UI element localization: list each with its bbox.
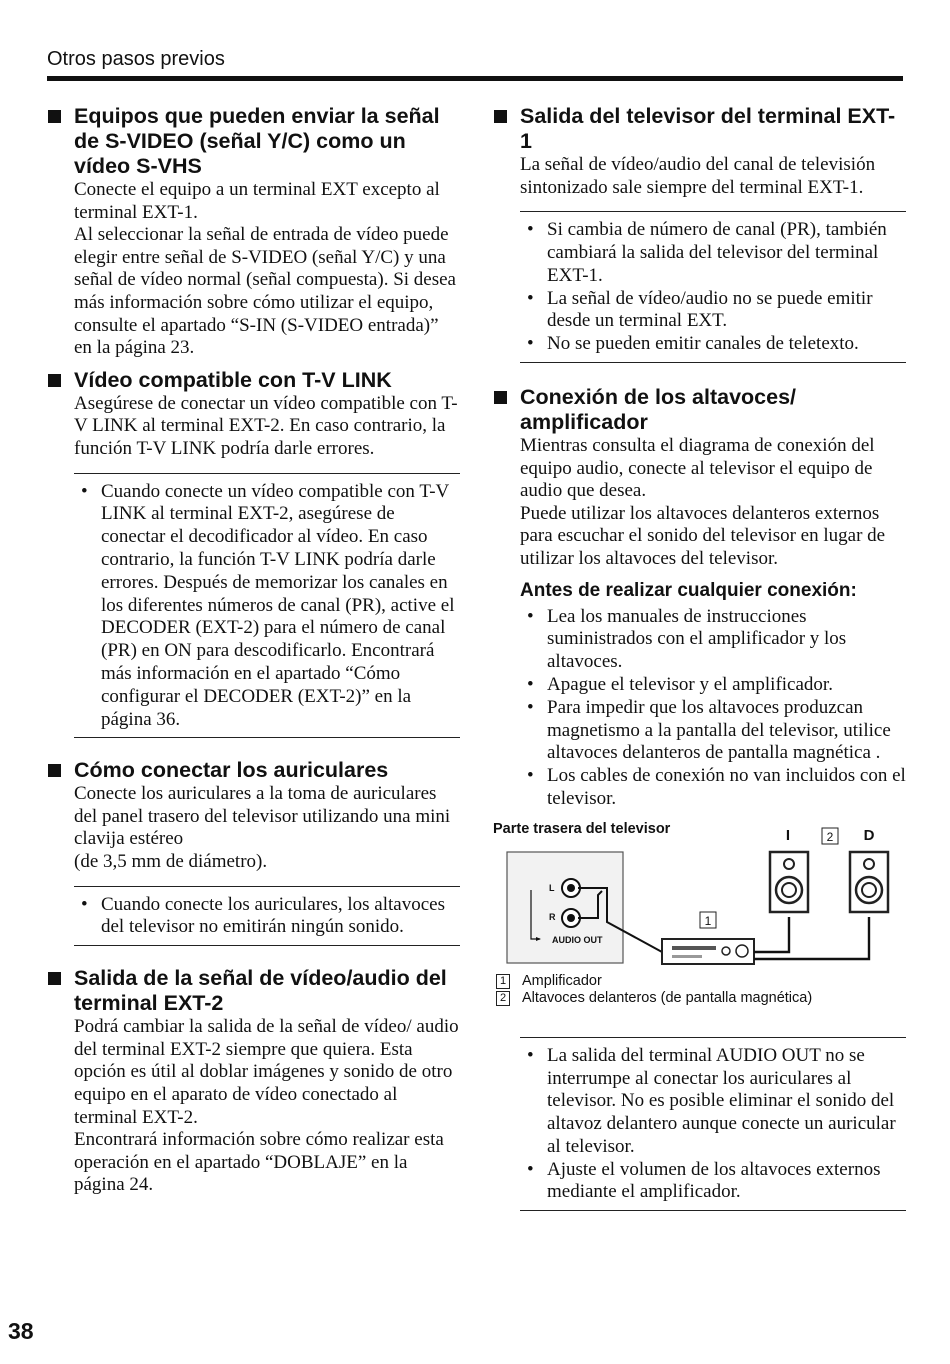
note-item: • Cuando conecte los auriculares, los altavoces del televisor no emitirán ningún sonido. bbox=[81, 893, 445, 938]
number-badge-1 bbox=[700, 912, 716, 928]
section-ext2 bbox=[46, 966, 460, 1197]
note-box bbox=[74, 473, 460, 739]
section-heading: Salida del televisor del terminal EXT-1 bbox=[492, 104, 906, 154]
note-box bbox=[74, 886, 460, 947]
speaker-left-icon bbox=[770, 852, 808, 912]
bullet-square-icon bbox=[494, 391, 507, 404]
right-column bbox=[492, 104, 906, 1211]
connection-diagram-svg bbox=[492, 821, 906, 989]
list-item: • Lea los manuales de instrucciones suministrados con el amplificador y los altavoces. bbox=[527, 605, 847, 673]
section-body: Asegúrese de conectar un vídeo compatible con T-V LINK al terminal EXT-2. En caso contrario, la función T-V LINK podría darle errores. bbox=[74, 392, 458, 459]
diagram-legend bbox=[492, 973, 906, 1007]
section-body: Conecte el equipo a un terminal EXT excepto al terminal EXT-1. Al seleccionar la señal de entrada de vídeo puede elegir entre señal de S-VIDEO (señal Y/C) y una señal de vídeo normal (señal compuesta). Si desea más información sobre cómo utilizar el equipo, consulte el apartado “S-IN (S-VIDEO entrada)” en la página 23. bbox=[74, 179, 456, 359]
section-heading: Equipos que pueden enviar la señal de S-VIDEO (señal Y/C) como un vídeo S-VHS bbox=[46, 104, 460, 179]
svg-text:2: 2 bbox=[826, 829, 834, 844]
section-body: Conecte los auriculares a la toma de auriculares del panel trasero del televisor utilizando una mini clavija estéreo (de 3,5 mm de diámetro). bbox=[74, 783, 451, 873]
list-item: • Para impedir que los altavoces produzcan magnetismo a la pantalla del televisor, utilice altavoces delanteros de pantalla magnética . bbox=[527, 696, 891, 764]
note-item: • La señal de vídeo/audio no se puede emitir desde un terminal EXT. bbox=[527, 287, 873, 332]
bullet-square-icon bbox=[48, 764, 61, 777]
note-box bbox=[520, 211, 906, 363]
note-item: • Ajuste el volumen de los altavoces externos mediante el amplificador. bbox=[527, 1158, 881, 1203]
svg-text:1: 1 bbox=[704, 913, 712, 928]
list-item: • Los cables de conexión no van incluidos con el televisor. bbox=[527, 765, 906, 809]
section-body: Mientras consulta el diagrama de conexión del equipo audio, conecte al televisor el equipo de audio que desea. Puede utilizar los altavoces delanteros externos para escuchar el sonido del televisor en lugar de utilizar los altavoces del televisor. bbox=[520, 434, 886, 569]
bullet-square-icon bbox=[48, 972, 61, 985]
amplifier-icon bbox=[662, 939, 754, 964]
section-heading: Conexión de los altavoces/ amplificador bbox=[492, 385, 906, 435]
speaker-right-label: D bbox=[863, 826, 875, 844]
speaker-left-label: I bbox=[785, 826, 791, 844]
header-rule bbox=[47, 76, 903, 81]
section-tvlink bbox=[46, 368, 460, 739]
number-badge-2 bbox=[822, 828, 838, 844]
left-column bbox=[46, 104, 460, 1197]
legend-item: 2 Altavoces delanteros (de pantalla magnética) bbox=[492, 990, 906, 1007]
subheading: Antes de realizar cualquier conexión: bbox=[520, 579, 857, 601]
note-item: • Cuando conecte un vídeo compatible con T-V LINK al terminal EXT-2, asegúrese de conectar el decodificador al vídeo. En caso contrario, la función T-V LINK podría darle errores. Después de memorizar los canales en los diferentes números de canal (PR), active el DECODER (EXT-2) para el número de canal (PR) en ON para descodificarlo. Encontrará más información en el apartado “Cómo configurar el DECODER (EXT-2)” en la página 36. bbox=[81, 480, 455, 730]
speaker-right-icon bbox=[850, 852, 888, 912]
note-item: • Si cambia de número de canal (PR), también cambiará la salida del televisor del terminal EXT-1. bbox=[527, 219, 887, 286]
page-header-title: Otros pasos previos bbox=[47, 48, 225, 70]
note-item: • No se pueden emitir canales de teletexto. bbox=[527, 333, 859, 355]
bullet-square-icon bbox=[48, 110, 61, 123]
page-number: 38 bbox=[8, 1318, 34, 1344]
svg-text:AUDIO OUT: AUDIO OUT bbox=[552, 934, 603, 945]
section-heading: Salida de la señal de vídeo/audio del terminal EXT-2 bbox=[46, 966, 460, 1016]
legend-item: 1 Amplificador bbox=[492, 973, 906, 990]
section-speakers bbox=[492, 385, 906, 1211]
note-box bbox=[520, 1037, 906, 1212]
connection-diagram bbox=[492, 820, 906, 1006]
section-heading: Vídeo compatible con T-V LINK bbox=[46, 368, 460, 393]
section-heading: Cómo conectar los auriculares bbox=[46, 758, 460, 783]
precaution-list bbox=[520, 606, 906, 811]
list-item: • Apague el televisor y el amplificador. bbox=[527, 673, 833, 695]
svg-text:R: R bbox=[549, 911, 556, 922]
section-ext1 bbox=[492, 104, 906, 363]
svg-text:L: L bbox=[549, 882, 555, 893]
tv-back-panel bbox=[507, 852, 623, 963]
section-body: Podrá cambiar la salida de la señal de vídeo/ audio del terminal EXT-2 siempre que quiera. Esta opción es útil al doblar imágenes y sonido de otro equipo en el aparato de vídeo conectado al terminal EXT-2. Encontrará información sobre cómo realizar esta operación en el apartado “DOBLAJE” en la página 24. bbox=[74, 1016, 459, 1196]
note-item: • La salida del terminal AUDIO OUT no se interrumpe al conectar los auriculares al televisor. No es posible eliminar el sonido del altavoz delantero aunque conecte un auricular al televisor. bbox=[527, 1044, 896, 1157]
bullet-square-icon bbox=[48, 374, 61, 387]
bullet-square-icon bbox=[494, 110, 507, 123]
diagram-caption: Parte trasera del televisor bbox=[493, 820, 671, 837]
section-body: La señal de vídeo/audio del canal de televisión sintonizado sale siempre del terminal EXT-1. bbox=[520, 154, 876, 198]
section-headphones bbox=[46, 758, 460, 946]
section-svideo bbox=[46, 104, 460, 360]
